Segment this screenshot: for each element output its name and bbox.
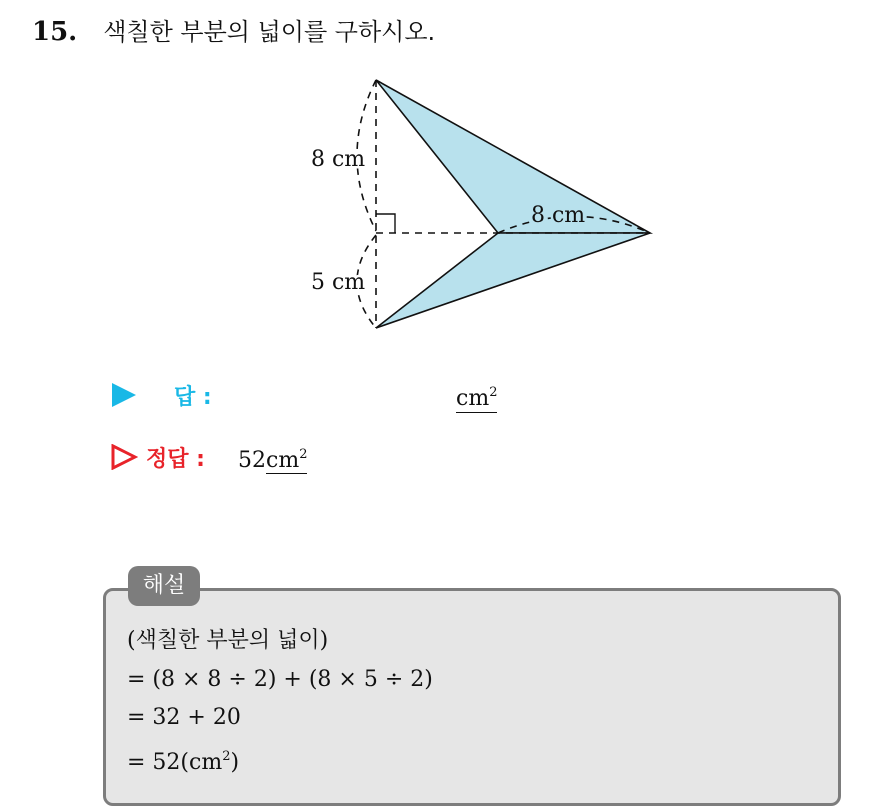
correct-unit-text: cm: [266, 448, 300, 473]
answer-row: [110, 378, 530, 414]
explanation-lines: [127, 622, 433, 782]
upper-shaded-triangle: [376, 80, 650, 233]
answer-unit-exponent: 2: [489, 385, 498, 400]
result-unit: cm: [189, 749, 223, 775]
answer-unit-blank[interactable]: [456, 380, 497, 413]
question-text: 색칠한 부분의 넓이를 구하시오.: [103, 18, 436, 46]
result-prefix: = 52(: [127, 749, 190, 775]
play-arrow-icon: [110, 382, 138, 408]
lower-shaded-triangle: [376, 233, 650, 328]
result-suffix: ): [230, 749, 240, 775]
correct-answer-value: [238, 442, 307, 474]
outline-arrow-icon: [110, 444, 138, 470]
explanation-line: (색칠한 부분의 넓이): [127, 628, 329, 653]
label-horizontal-length: 8 cm: [531, 203, 586, 228]
answer-label: 답 :: [174, 385, 212, 410]
correct-answer-label: 정답 :: [146, 447, 205, 472]
correct-unit-exponent: 2: [299, 447, 308, 462]
correct-number: 52: [238, 448, 266, 473]
result-unit-exponent: 2: [222, 748, 231, 764]
question-number: 15.: [32, 17, 78, 47]
explanation-line-result: [127, 738, 433, 783]
explanation-line: = 32 + 20: [127, 705, 241, 730]
correct-unit: [266, 448, 307, 474]
answer-unit-text: cm: [456, 386, 490, 411]
explanation-line: = (8 × 8 ÷ 2) + (8 × 5 ÷ 2): [127, 666, 433, 692]
kite-figure: [0, 0, 884, 360]
explanation-tab: 해설: [128, 566, 200, 606]
label-top-height: 8 cm: [311, 147, 366, 172]
right-angle-mark: [376, 214, 395, 233]
label-bottom-height: 5 cm: [311, 270, 366, 295]
correct-answer-row: [110, 440, 530, 476]
